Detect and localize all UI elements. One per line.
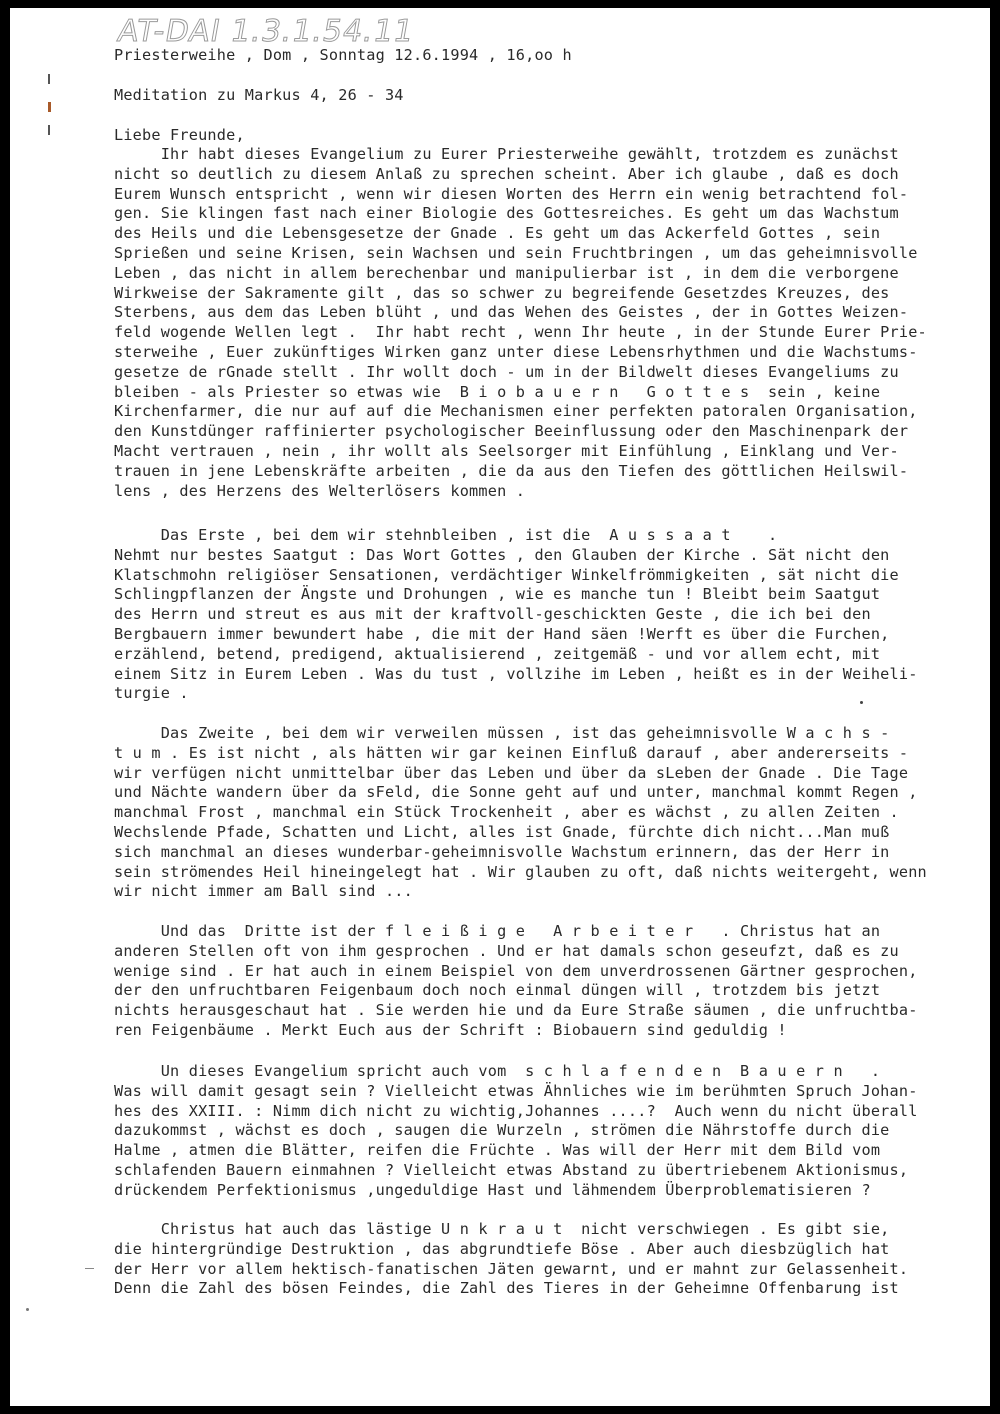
paragraph-3: Das Zweite , bei dem wir verweilen müssen , ist das geheimnisvolle W a c h s - t u m . Es ist nicht , als hätten wir gar keinen Einfluß darauf , aber andererseits - wir verfügen nicht unmittelbar über das Leben und über da sLeben der Gnade . Die Tage und Nächte wandern über da sFeld, die Sonne geht auf und unter, manchmal kommt Regen , manchmal Frost , manchmal ein Stück Trockenheit , aber es wächst , zu allen Zeiten . Wechslende Pfade, Schatten und Licht, alles ist Gnade, fürchte dich nicht...Man muß sich manchmal an dieses wunderbar-geheimnisvolle Wachstum erinnern, das der Herr in sein strömendes Heil hineingelegt hat . Wir glauben zu oft, daß nichts weitergeht, wenn wir nicht immer am Ball sind ...: [114, 724, 927, 901]
margin-mark: [48, 102, 51, 112]
stray-dot: [860, 701, 863, 704]
margin-mark: [48, 125, 50, 135]
archive-signature: AT-DAI 1.3.1.54.11: [114, 14, 417, 49]
margin-mark: [85, 1268, 94, 1269]
paragraph-1: Ihr habt dieses Evangelium zu Eurer Priesterweihe gewählt, trotzdem es zunächst nicht so deutlich zu diesem Anlaß zu sprechen scheint. Aber ich glaube , daß es doch Eurem Wunsch entspricht , wenn wir diesen Worten des Herrn ein wenig betrachtend fol- gen. Sie klingen fast nach einer Biologie des Gottesreiches. Es geht um das Wachstum des Heils und die Lebensgesetze der Gnade . Es geht um das Ackerfeld Gottes , sein Sprießen und seine Krisen, sein Wachsen und sein Fruchtbringen , um das geheimnisvolle Leben , das nicht in allem berechenbar und manipulierbar ist , in dem die verborgene Wirkweise der Sakramente gilt , das so schwer zu begreifende Gesetzdes Kreuzes, des Sterbens, aus dem das Leben blüht , und das Wehen des Geistes , der in Gottes Weizen- feld wogende Wellen legt . Ihr habt recht , wenn Ihr heute , in der Stunde Eurer Prie- sterweihe , Euer zukünftiges Wirken ganz unter diese Lebensrhythmen und die Wachstums- gesetze de rGnade stellt . Ihr wollt doch - um in der Bildwelt dieses Evangeliums zu bleiben - als Priester so etwas wie B i o b a u e r n G o t t e s sein , keine Kirchenfarmer, die nur auf auf die Mechanismen einer perfekten patoralen Organisation, den Kunstdünger raffinierter psychologischer Beeinflussung oder den Maschinenpark der Macht vertrauen , nein , ihr wollt als Seelsorger mit Einfühlung , Einklang und Ver- trauen in jene Lebenskräfte arbeiten , die da aus den Tiefen des göttlichen Heilswil- lens , des Herzens des Welterlösers kommen .: [114, 145, 927, 500]
paragraph-2: Das Erste , bei dem wir stehnbleiben , ist die A u s s a a t . Nehmt nur bestes Saatgut : Das Wort Gottes , den Glauben der Kirche . Sät nicht den Klatschmohn religiöser Sensationen, verdächtiger Winkelfrömmigkeiten , sät nicht die Schlingpflanzen der Ängste und Drohungen , wie es manche tun ! Bleibt beim Saatgut des Herrn und streut es aus mit der kraftvoll-geschickten Geste , die ich bei den Bergbauern immer bewundert habe , die mit der Hand säen !Werft es über die Furchen, erzählend, betend, predigend, aktualisierend , zeitgemäß - und vor allem echt, mit einem Sitz in Eurem Leben . Was du tust , vollzihe im Leben , heißt es in der Weiheli- turgie .: [114, 526, 918, 703]
margin-mark: [26, 1308, 29, 1311]
subtitle-line: Meditation zu Markus 4, 26 - 34: [114, 86, 404, 104]
paragraph-6: Christus hat auch das lästige U n k r a u t nicht verschwiegen . Es gibt sie, die hintergründige Destruktion , das abgrundtiefe Böse . Aber auch diesbzüglich hat der Herr vor allem hektisch-fanatischen Jäten gewarnt, und er mahnt zur Gelassenheit. Denn die Zahl des bösen Feindes, die Zahl des Tieres in der Geheimne Offenbarung ist: [114, 1220, 909, 1298]
scanned-page: [10, 8, 990, 1406]
margin-mark: [48, 74, 50, 84]
salutation: Liebe Freunde,: [114, 126, 245, 144]
paragraph-4: Und das Dritte ist der f l e i ß i g e A r b e i t e r . Christus hat an anderen Stellen oft von ihm gesprochen . Und er hat damals schon geseufzt, daß es zu wenige sind . Er hat auch in einem Beispiel von dem unverdrossenen Gärtner gesprochen, der den unfruchtbaren Feigenbaum doch noch einmal düngen will , trotzdem bis jetzt nichts herausgeschaut hat . Sie werden hie und da Eure Straße säumen , die unfruchtba- ren Feigenbäume . Merkt Euch aus der Schrift : Biobauern sind geduldig !: [114, 922, 918, 1039]
paragraph-5: Un dieses Evangelium spricht auch vom s c h l a f e n d e n B a u e r n . Was will damit gesagt sein ? Vielleicht etwas Ähnliches wie im berühmten Spruch Johan- hes des XXIII. : Nimm dich nicht zu wichtig,Johannes ....? Auch wenn du nicht überall dazukommst , wächst es doch , saugen die Wurzeln , strömen die Nährstoffe durch die Halme , atmen die Blätter, reifen die Früchte . Was will der Herr mit dem Bild vom schlafenden Bauern einmahnen ? Vielleicht etwas Abstand zu übertriebenem Aktionismus, drückendem Perfektionismus ,ungeduldige Hast und lähmendem Überproblematisieren ?: [114, 1062, 918, 1199]
header-line: Priesterweihe , Dom , Sonntag 12.6.1994 , 16,oo h: [114, 46, 572, 64]
